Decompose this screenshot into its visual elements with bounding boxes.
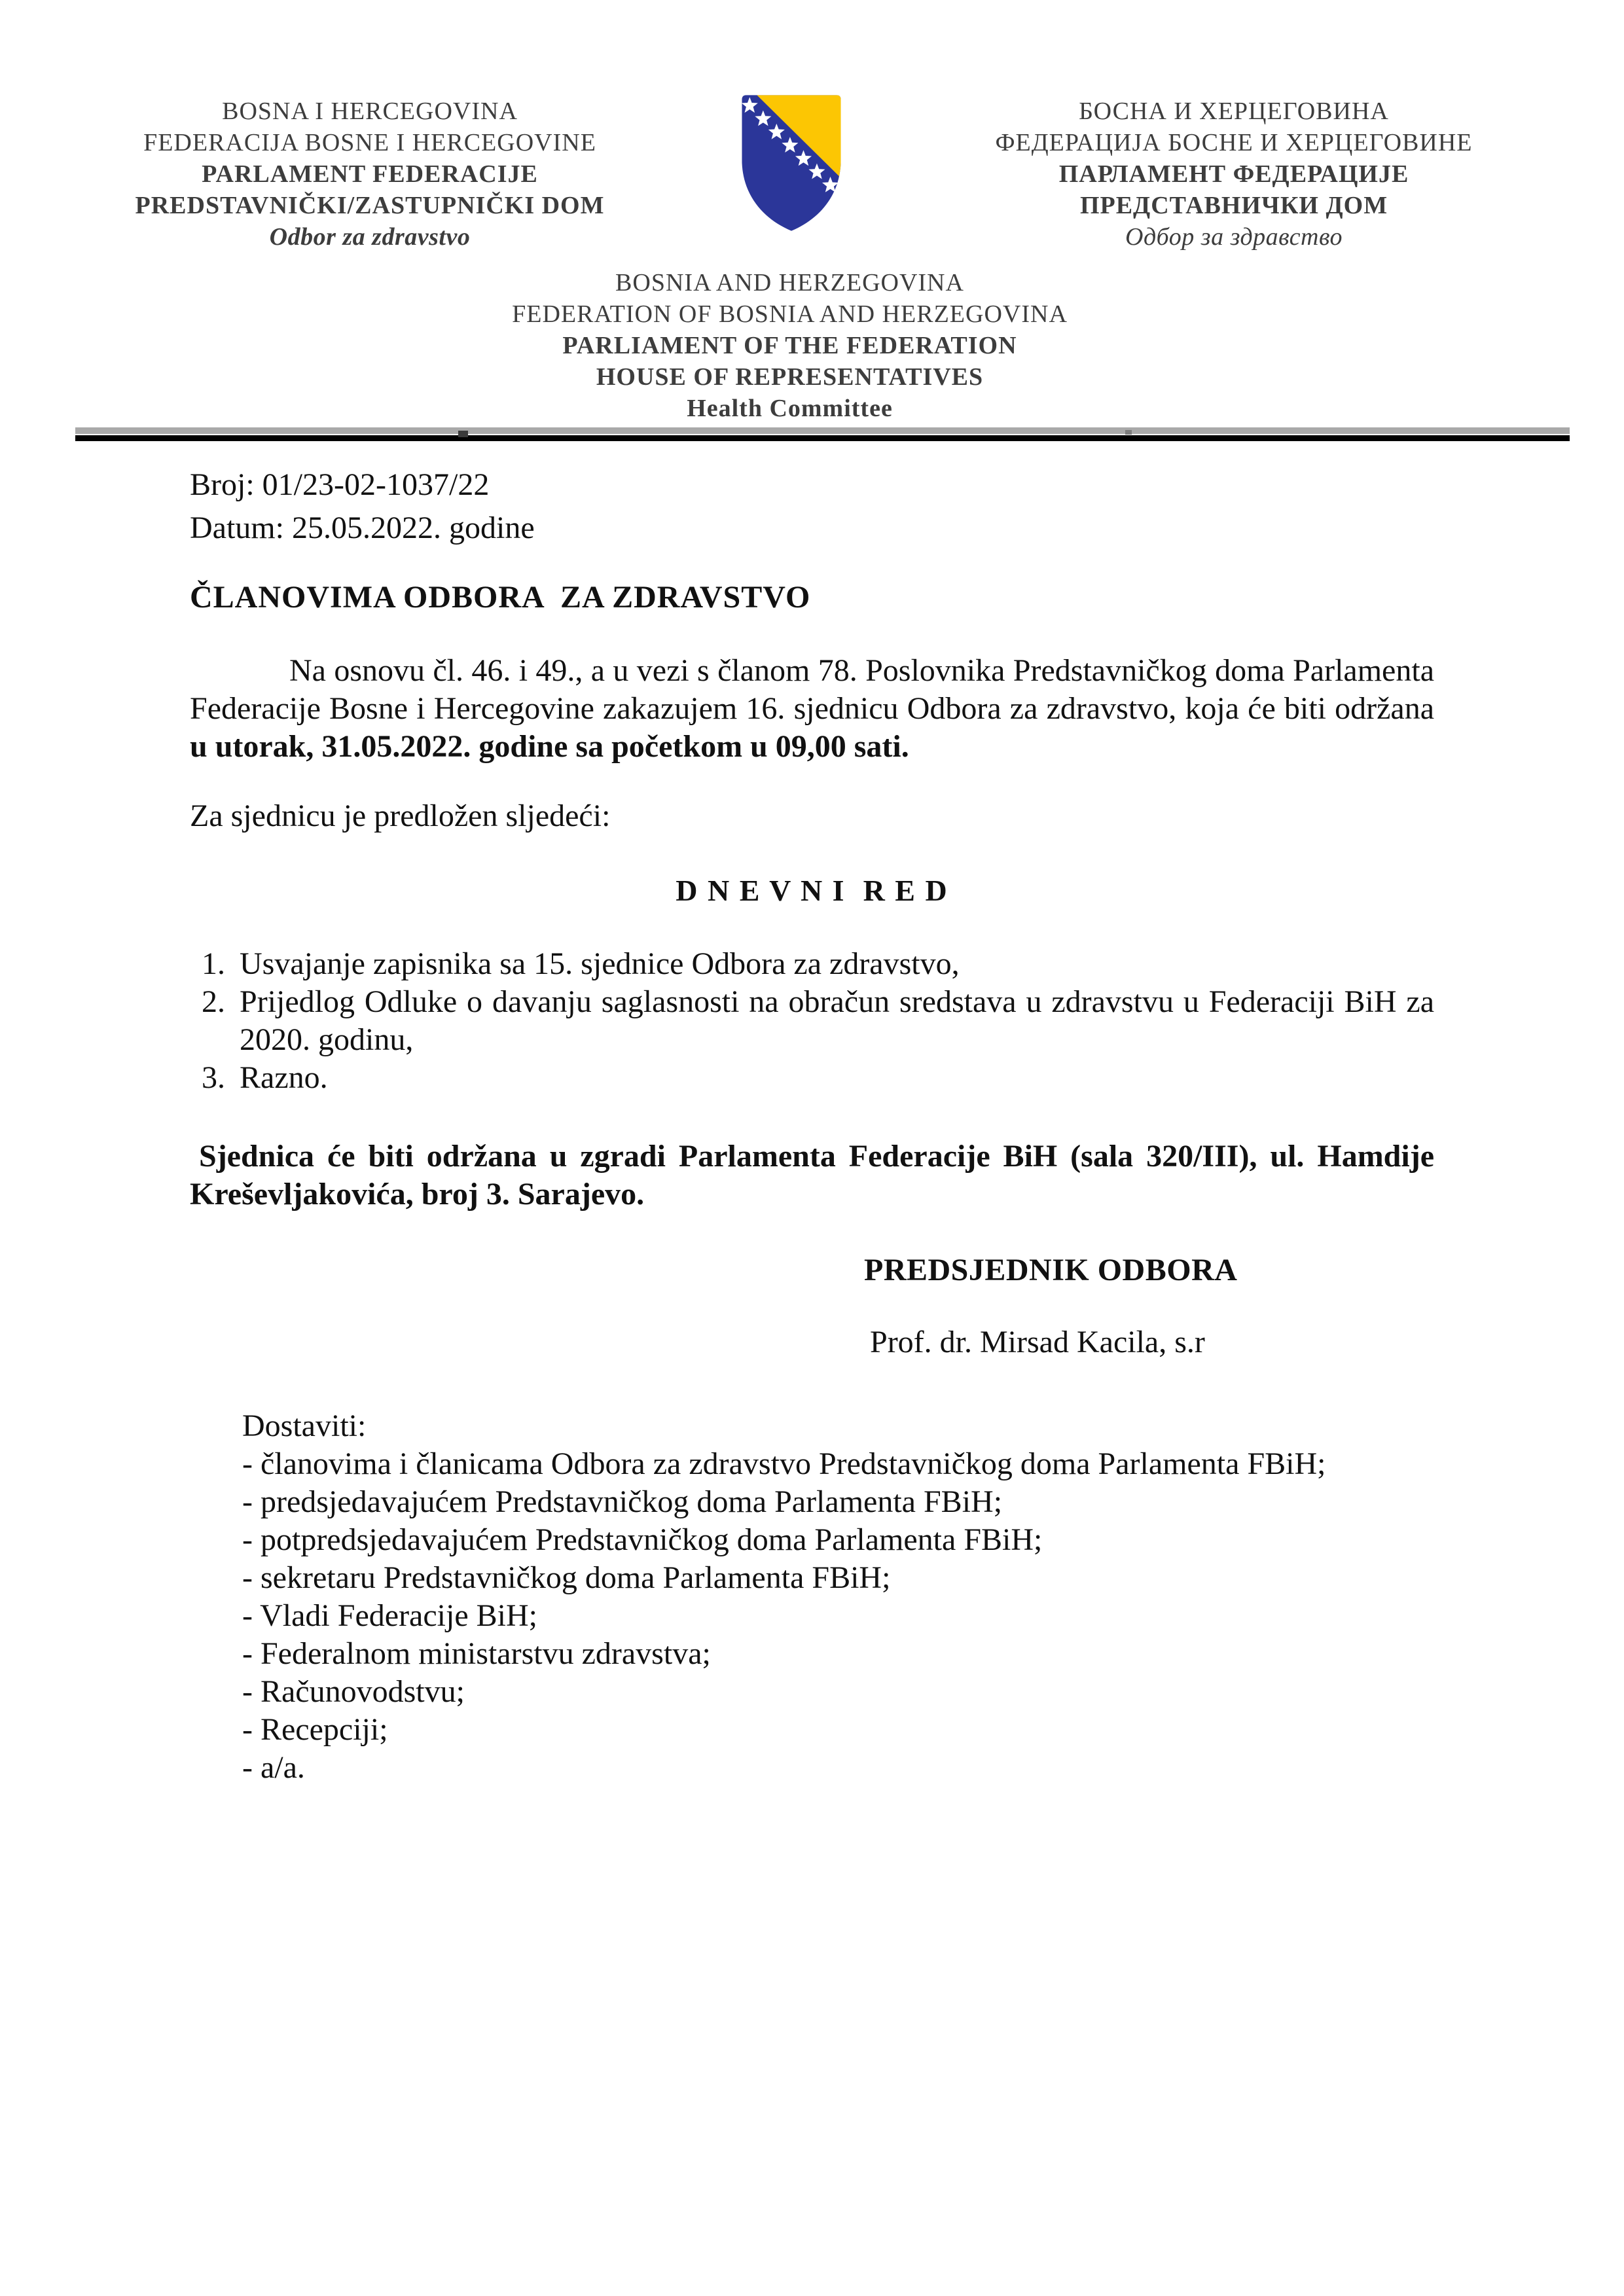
org-line-english-1: BOSNIA AND HERZEGOVINA [615, 269, 964, 296]
distribution-item: - članovima i članicama Odbora za zdravstvo Predstavničkog doma Parlamenta FBiH; [242, 1446, 1326, 1481]
agenda-item [190, 1059, 1434, 1097]
intro-paragraph [190, 652, 1434, 766]
proposal-line: Za sjednicu je predložen sljedeći: [190, 798, 611, 833]
divider-black-bar [75, 435, 1570, 441]
org-line-english-4: HOUSE OF REPRESENTATIVES [596, 363, 984, 391]
org-line-cyrillic-2: ФЕДЕРАЦИЈА БОСНЕ И ХЕРЦЕГОВИНЕ [995, 129, 1473, 156]
distribution-item: - predsjedavajućem Predstavničkog doma Parlamenta FBiH; [242, 1484, 1003, 1519]
letterhead-english-block [75, 267, 1504, 424]
distribution-item: - Federalnom ministarstvu zdravstva; [242, 1636, 711, 1671]
agenda-item-text: Usvajanje zapisnika sa 15. sjednice Odbora za zdravstvo, [240, 946, 960, 981]
distribution-item: - sekretaru Predstavničkog doma Parlamenta FBiH; [242, 1560, 891, 1595]
signature-name: Prof. dr. Mirsad Kacila, s.r [870, 1325, 1205, 1359]
signature-title: PREDSJEDNIK ODBORA [864, 1253, 1238, 1287]
intro-paragraph-normal-part: Na osnovu čl. 46. i 49., a u vezi s članom 78. Poslovnika Predstavničkog doma Parlamenta Federacije Bosne i Hercegovine zakazujem 16. sjednicu Odbora za zdravstvo, koja će biti održana [190, 653, 1434, 726]
org-line-bosnian-4: PREDSTAVNIČKI/ZASTUPNIČKI DOM [135, 192, 605, 219]
agenda-item-number: 3. [202, 1060, 225, 1095]
org-line-cyrillic-4: ПРЕДСТАВНИЧКИ ДОМ [1079, 192, 1388, 219]
agenda-item-text: Razno. [240, 1060, 328, 1095]
org-line-bosnian-2: FEDERACIJA BOSNE I HERCEGOVINE [143, 129, 596, 156]
intro-paragraph-bold-part: u utorak, 31.05.2022. godine sa početkom u 09,00 sati. [190, 729, 909, 764]
agenda-item [190, 945, 1434, 983]
agenda-item-number: 2. [202, 984, 225, 1019]
distribution-item: - a/a. [242, 1750, 305, 1785]
org-line-bosnian-1: BOSNA I HERCEGOVINA [222, 98, 518, 125]
distribution-label: Dostaviti: [242, 1408, 367, 1443]
org-line-bosnian-3: PARLAMENT FEDERACIJE [202, 160, 538, 188]
org-line-english-2: FEDERATION OF BOSNIA AND HERZEGOVINA [512, 300, 1068, 328]
divider-scan-speck-right [1125, 430, 1132, 435]
org-line-cyrillic-5: Одбор за здравство [1125, 223, 1343, 251]
reference-number-line: Broj: 01/23-02-1037/22 [190, 467, 490, 502]
distribution-item: - Recepciji; [242, 1712, 388, 1747]
org-line-cyrillic-3: ПАРЛАМЕНТ ФЕДЕРАЦИЈЕ [1058, 160, 1409, 188]
date-line: Datum: 25.05.2022. godine [190, 511, 535, 545]
reference-block [190, 466, 1434, 547]
letter-body [0, 444, 1624, 1787]
org-line-cyrillic-1: БОСНА И ХЕРЦЕГОВИНА [1079, 98, 1389, 125]
agenda-list [190, 945, 1434, 1097]
venue-paragraph: Sjednica će biti održana u zgradi Parlamenta Federacije BiH (sala 320/III), ul. Hamdije Kreševljakovića, broj 3. Sarajevo. [190, 1139, 1434, 1211]
divider-gray-bar [75, 427, 1570, 434]
distribution-item: - Računovodstvu; [242, 1674, 465, 1709]
agenda-item-text: Prijedlog Odluke o davanju saglasnosti na obračun sredstava u zdravstvu u Federaciji BiH za 2020. godinu, [240, 984, 1434, 1057]
agenda-title: D N E V N I R E D [676, 874, 948, 907]
distribution-item: - Vladi Federacije BiH; [242, 1598, 537, 1633]
letterhead-divider-rule [75, 427, 1570, 444]
org-line-bosnian-5: Odbor za zdravstvo [269, 223, 471, 251]
divider-scan-speck-left [458, 431, 468, 437]
agenda-item-number: 1. [202, 946, 225, 981]
recipient-heading: ČLANOVIMA ODBORA ZA ZDRAVSTVO [190, 580, 811, 615]
distribution-block [242, 1407, 1434, 1787]
distribution-item: - potpredsjedavajućem Predstavničkog doma Parlamenta FBiH; [242, 1522, 1043, 1557]
org-line-english-5: Health Committee [687, 395, 893, 422]
letterhead-left-block [108, 96, 632, 253]
letterhead-right-block [972, 96, 1496, 253]
org-line-english-3: PARLIAMENT OF THE FEDERATION [562, 332, 1017, 359]
agenda-item [190, 983, 1434, 1059]
bih-coat-of-arms-icon [734, 92, 849, 234]
